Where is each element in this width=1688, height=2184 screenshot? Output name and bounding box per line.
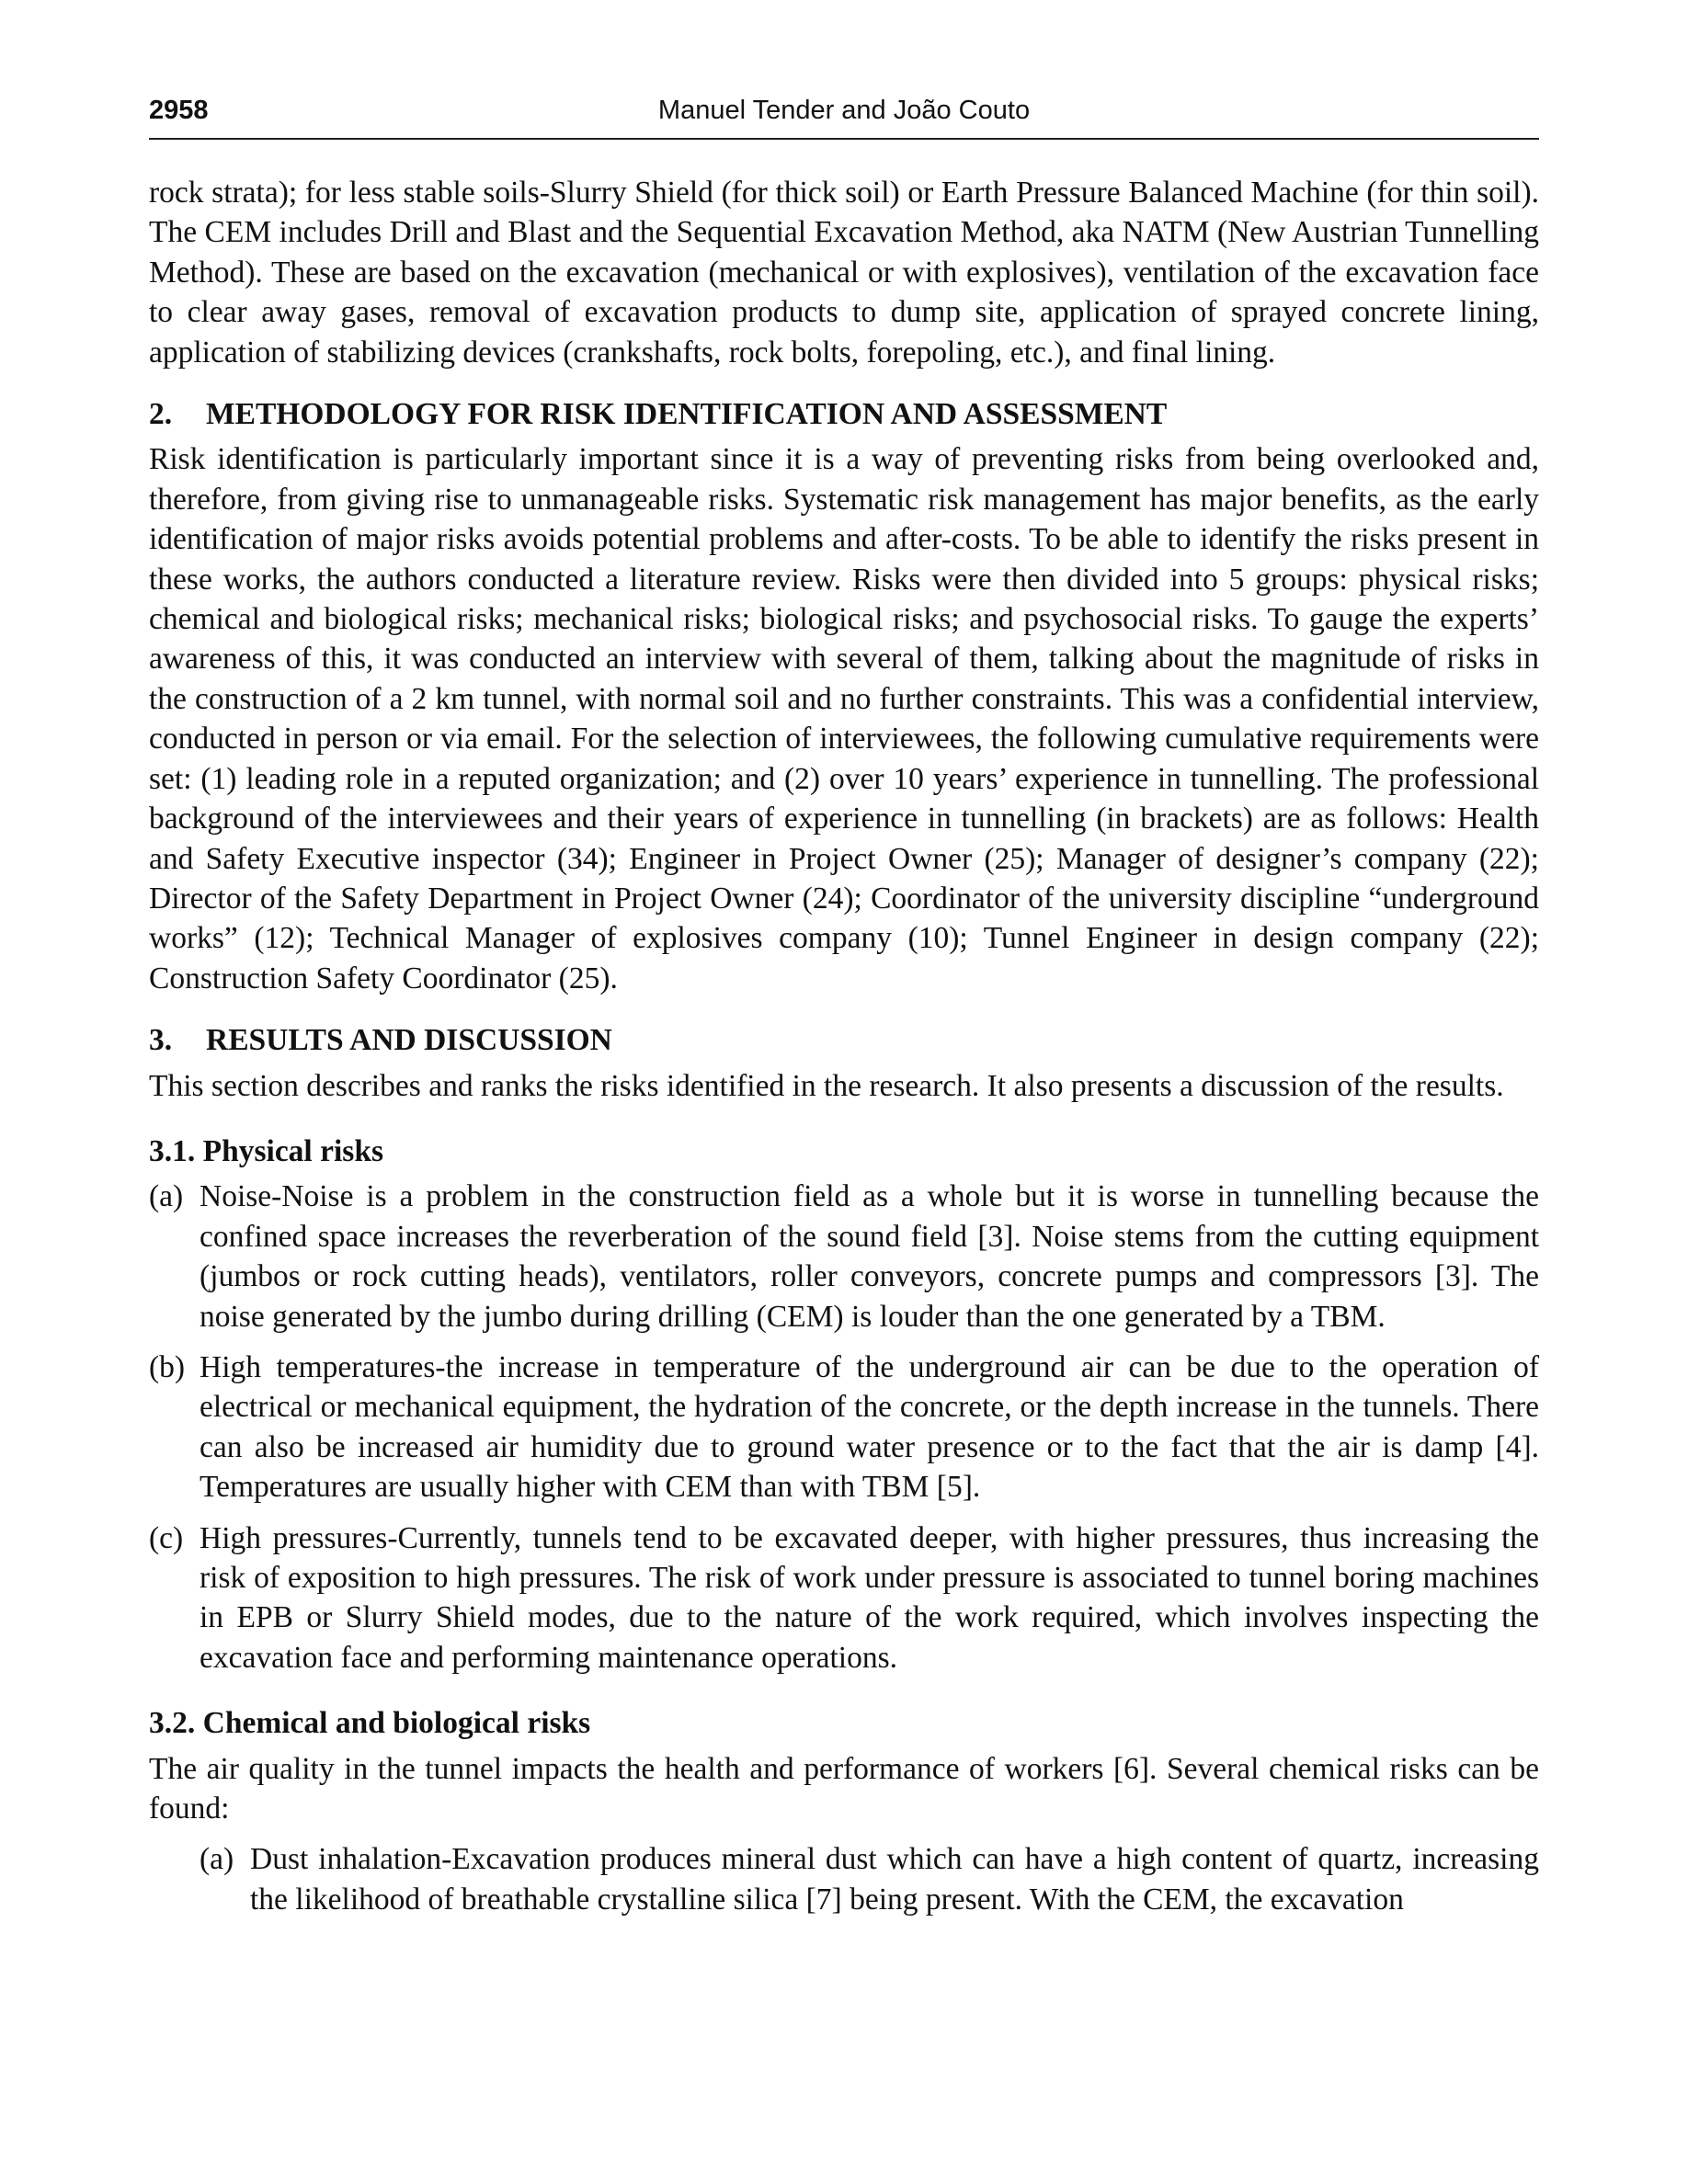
list-item-text: High temperatures-the increase in temperature of the underground air can be due to the operation of electrical or mechanical equipment, the hydration of the concrete, or the depth increase in the tunnels. There can also be increased air humidity due to ground water presence or to the fact that the air is damp [4]. Temperatures are usually higher with CEM than with TBM [5]. (200, 1349, 1539, 1505)
list-item-text: Dust inhalation-Excavation produces mineral dust which can have a high content of quartz, increasing the likelihood of breathable crystalline silica [7] being present. With the CEM, the excavation (250, 1842, 1539, 1917)
page-number: 2958 (149, 96, 209, 125)
list-marker: (c) (149, 1520, 184, 1555)
page-body (149, 173, 1539, 1919)
subsection-3-2-paragraph: The air quality in the tunnel impacts the health and performance of workers [6]. Several chemical risks can be found: (149, 1751, 1539, 1826)
list-item (149, 1348, 1539, 1507)
list-marker: (b) (149, 1349, 186, 1384)
section-2-heading (149, 394, 1539, 434)
list-item (149, 1519, 1539, 1678)
section-3-heading (149, 1020, 1539, 1060)
intro-paragraph: rock strata); for less stable soils-Slurry Shield (for thick soil) or Earth Pressure Balanced Machine (for thin soil). The CEM includes Drill and Blast and the Sequential Excavation Method, aka NATM (New Austrian Tunnelling Method). These are based on the excavation (mechanical or with explosives), ventilation of the excavation face to clear away gases, removal of excavation products to dump site, application of sprayed concrete lining, application of stabilizing devices (crankshafts, rock bolts, forepoling, etc.), and final lining. (149, 176, 1539, 370)
subsection-3-2-heading: 3.2. Chemical and biological risks (149, 1706, 591, 1741)
subsection-3-1-heading: 3.1. Physical risks (149, 1133, 383, 1168)
list-item-text: High pressures-Currently, tunnels tend to be excavated deeper, with higher pressures, thus increasing the risk of exposition to high pressures. The risk of work under pressure is associated to tunnel boring machines in EPB or Slurry Shield modes, due to the nature of the work required, which involves inspecting the excavation face and performing maintenance operations. (200, 1520, 1539, 1675)
physical-risks-list (149, 1177, 1539, 1678)
page-header (149, 90, 1539, 140)
list-marker: (a) (200, 1842, 234, 1877)
section-2-number: 2. (149, 397, 173, 432)
running-head: Manuel Tender and João Couto (657, 96, 1031, 125)
section-3-title: RESULTS AND DISCUSSION (206, 1023, 612, 1058)
list-item-text: Noise-Noise is a problem in the construction field as a whole but it is worse in tunnelling because the confined space increases the reverberation of the sound field [3]. Noise stems from the cutting equipment (jumbos or rock cutting heads), ventilators, roller conveyors, concrete pumps and compressors [3]. The noise generated by the jumbo during drilling (CEM) is louder than the one generated by a TBM. (200, 1179, 1539, 1334)
list-marker: (a) (149, 1179, 184, 1214)
section-2-paragraph: Risk identification is particularly important since it is a way of preventing risks from being overlooked and, therefore, from giving rise to unmanageable risks. Systematic risk management has major benefits, as the early identification of major risks avoids potential problems and after-costs. To be able to identify the risks present in these works, the authors conducted a literature review. Risks were then divided into 5 groups: physical risks; chemical and biological risks; mechanical risks; biological risks; and psychosocial risks. To gauge the experts’ awareness of this, it was conducted an interview with several of them, talking about the magnitude of risks in the construction of a 2 km tunnel, with normal soil and no further constraints. This was a confidential interview, conducted in person or via email. For the selection of interviewees, the following cumulative requirements were set: (1) leading role in a reputed organization; and (2) over 10 years’ experience in tunnelling. The professional background of the interviewees and their years of experience in tunnelling (in brackets) are as follows: Health and Safety Executive inspector (34); Engineer in Project Owner (25); Manager of designer’s company (22); Director of the Safety Department in Project Owner (24); Coordinator of the university discipline “underground works” (12); Technical Manager of explosives company (10); Tunnel Engineer in design company (22); Construction Safety Coordinator (25). (149, 442, 1539, 995)
list-item (200, 1839, 1539, 1919)
list-item (149, 1177, 1539, 1337)
section-2-title: METHODOLOGY FOR RISK IDENTIFICATION AND ASSESSMENT (206, 397, 1168, 432)
section-3-number: 3. (149, 1023, 173, 1058)
section-3-paragraph: This section describes and ranks the risks identified in the research. It also presents a discussion of the results. (149, 1068, 1504, 1103)
chemical-risks-list (149, 1839, 1539, 1919)
